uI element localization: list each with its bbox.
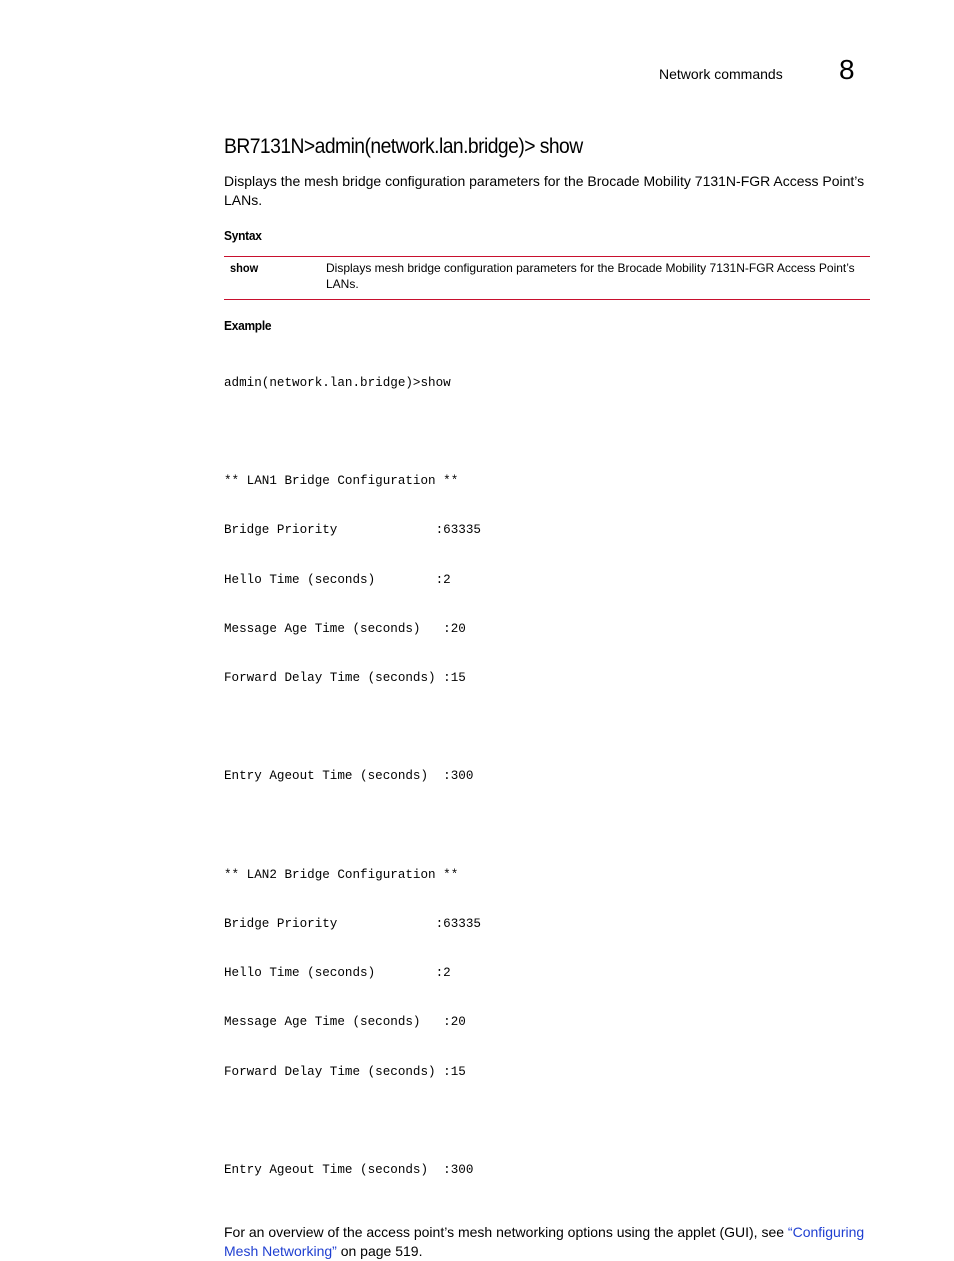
page-title: BR7131N>admin(network.lan.bridge)> show (224, 135, 583, 158)
code-line: Bridge Priority :63335 (224, 523, 481, 538)
code-line: Forward Delay Time (seconds) :15 (224, 1064, 466, 1079)
syntax-term-cell (224, 257, 326, 300)
code-line (224, 424, 870, 440)
cross-reference-link[interactable]: “Configuring Mesh Networking” (224, 1224, 865, 1260)
syntax-description: Displays mesh bridge configuration parameters for the Brocade Mobility 7131N-FGR Access Point’s LANs. (326, 261, 855, 291)
code-line: Hello Time (seconds) :2 (224, 966, 451, 981)
chapter-number: 8 (839, 54, 855, 85)
syntax-row (224, 257, 870, 300)
code-line: Message Age Time (seconds) :20 (224, 1015, 466, 1030)
code-line (224, 1113, 870, 1129)
code-line: admin(network.lan.bridge)>show (224, 375, 451, 390)
code-line: ** LAN2 Bridge Configuration ** (224, 867, 459, 882)
example-heading: Example (224, 318, 272, 333)
running-header (0, 0, 954, 100)
page-content (224, 132, 870, 1261)
intro-paragraph: Displays the mesh bridge configuration parameters for the Brocade Mobility 7131N-FGR Access Point’s LANs. (224, 173, 865, 208)
section-name: Network commands (659, 66, 783, 82)
code-example (224, 342, 870, 1211)
code-line (224, 818, 870, 834)
code-line: Hello Time (seconds) :2 (224, 572, 451, 587)
closing-paragraph (224, 1223, 870, 1261)
code-line: Message Age Time (seconds) :20 (224, 621, 466, 636)
code-line (224, 719, 870, 735)
closing-text: For an overview of the access point’s mesh networking options using the applet (GUI), see (224, 1224, 788, 1241)
code-line: ** LAN1 Bridge Configuration ** (224, 474, 459, 489)
code-line: Entry Ageout Time (seconds) :300 (224, 769, 474, 784)
syntax-term: show (230, 261, 259, 275)
syntax-heading: Syntax (224, 228, 262, 243)
code-line: Entry Ageout Time (seconds) :300 (224, 1163, 474, 1178)
syntax-table (224, 256, 870, 300)
code-line: Forward Delay Time (seconds) :15 (224, 671, 466, 686)
page-reference: on page 519. (336, 1243, 423, 1260)
code-line: Bridge Priority :63335 (224, 917, 481, 932)
